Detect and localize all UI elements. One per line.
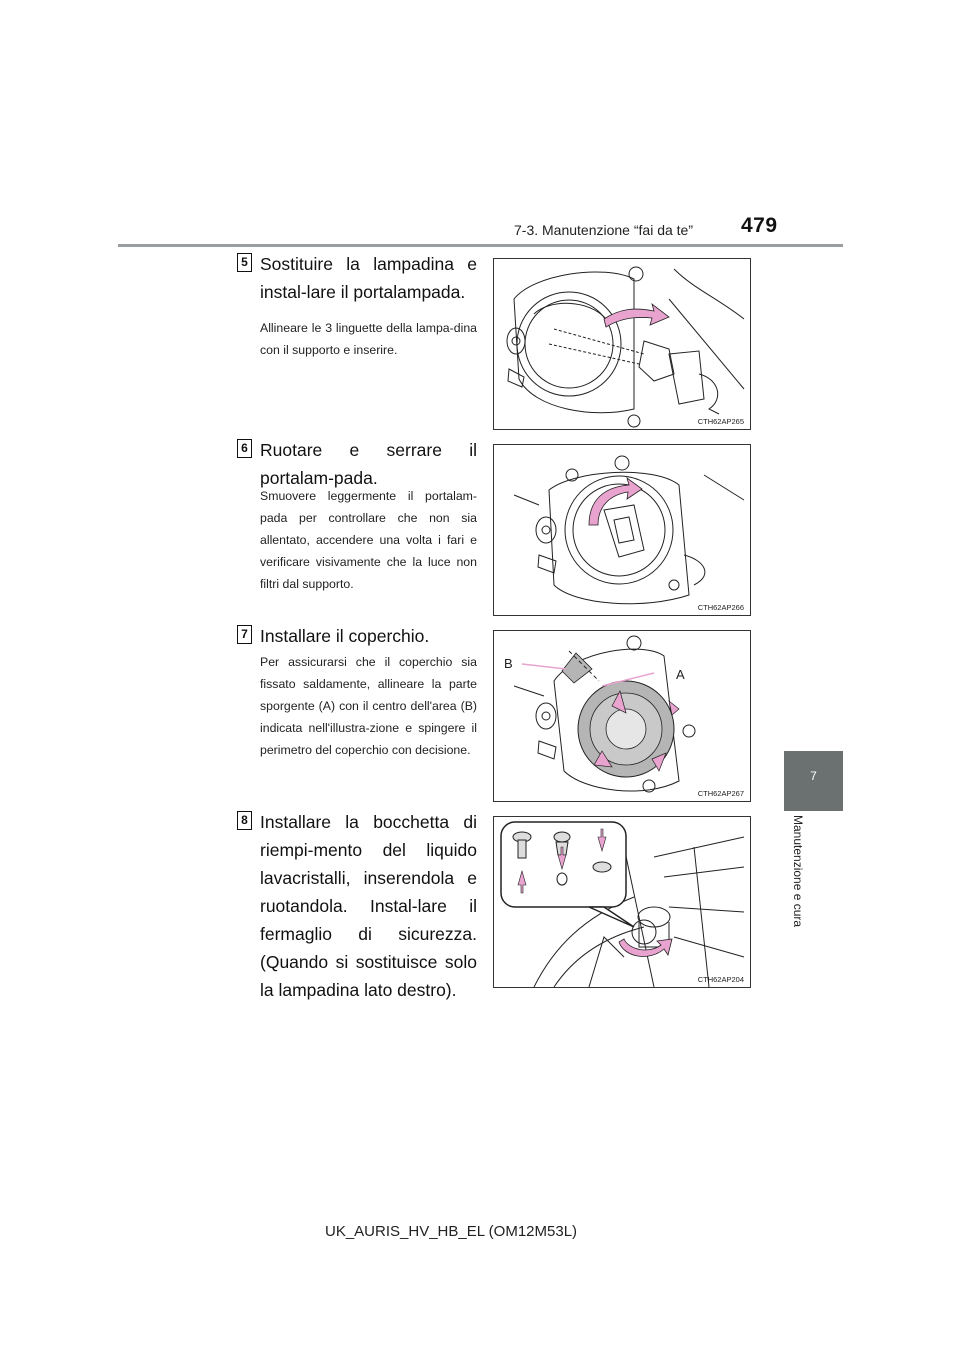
document-code: UK_AURIS_HV_HB_EL (OM12M53L) xyxy=(325,1223,578,1240)
chapter-number: 7 xyxy=(810,769,817,783)
page-number: 479 xyxy=(741,214,778,237)
figure-label-a: A xyxy=(676,667,685,682)
header-divider xyxy=(118,244,843,247)
chapter-label: Manutenzione e cura xyxy=(791,815,805,928)
figure-code-7: CTH62AP267 xyxy=(697,789,744,798)
step-7-note: Per assicurarsi che il coperchio sia fissato saldamente, allineare la parte sporgente (A) con il centro dell'area (B) indicata nell'illustra-zione e spingere il perimetro del coperchio con decisione. xyxy=(260,655,477,757)
figure-step-8 xyxy=(493,816,751,988)
figure-step-7 xyxy=(493,630,751,802)
chapter-tab xyxy=(784,751,843,811)
step-5-note: Allineare le 3 linguette della lampa-dina con il supporto e inserire. xyxy=(260,321,477,357)
figure-step-5 xyxy=(493,258,751,430)
step-6-note: Smuovere leggermente il portalam-pada per controllare che non sia allentato, accendere una volta i fari e verificare visivamente che la luce non filtri dal supporto. xyxy=(260,489,477,591)
step-7-title: Installare il coperchio. xyxy=(260,626,430,646)
step-badge-6: 6 xyxy=(237,439,252,458)
figure-label-b: B xyxy=(504,656,513,671)
step-5-title: Sostituire la lampadina e instal-lare il portalampada. xyxy=(260,254,477,302)
step-badge-7: 7 xyxy=(237,625,252,644)
running-header-section: 7-3. Manutenzione “fai da te” xyxy=(514,222,693,238)
step-badge-8: 8 xyxy=(237,811,252,830)
step-8-title: Installare la bocchetta di riempi-mento del liquido lavacristalli, inserendola e ruotandola. Instal-lare il fermaglio di sicurezza. (Quando si sostituisce solo la lampadina lato destro). xyxy=(260,812,477,1000)
figure-code-5: CTH62AP265 xyxy=(697,417,744,426)
figure-step-6 xyxy=(493,444,751,616)
figure-code-6: CTH62AP266 xyxy=(697,603,744,612)
step-6-title: Ruotare e serrare il portalam-pada. xyxy=(260,440,477,488)
figure-code-8: CTH62AP204 xyxy=(697,975,744,984)
step-badge-5: 5 xyxy=(237,253,252,272)
